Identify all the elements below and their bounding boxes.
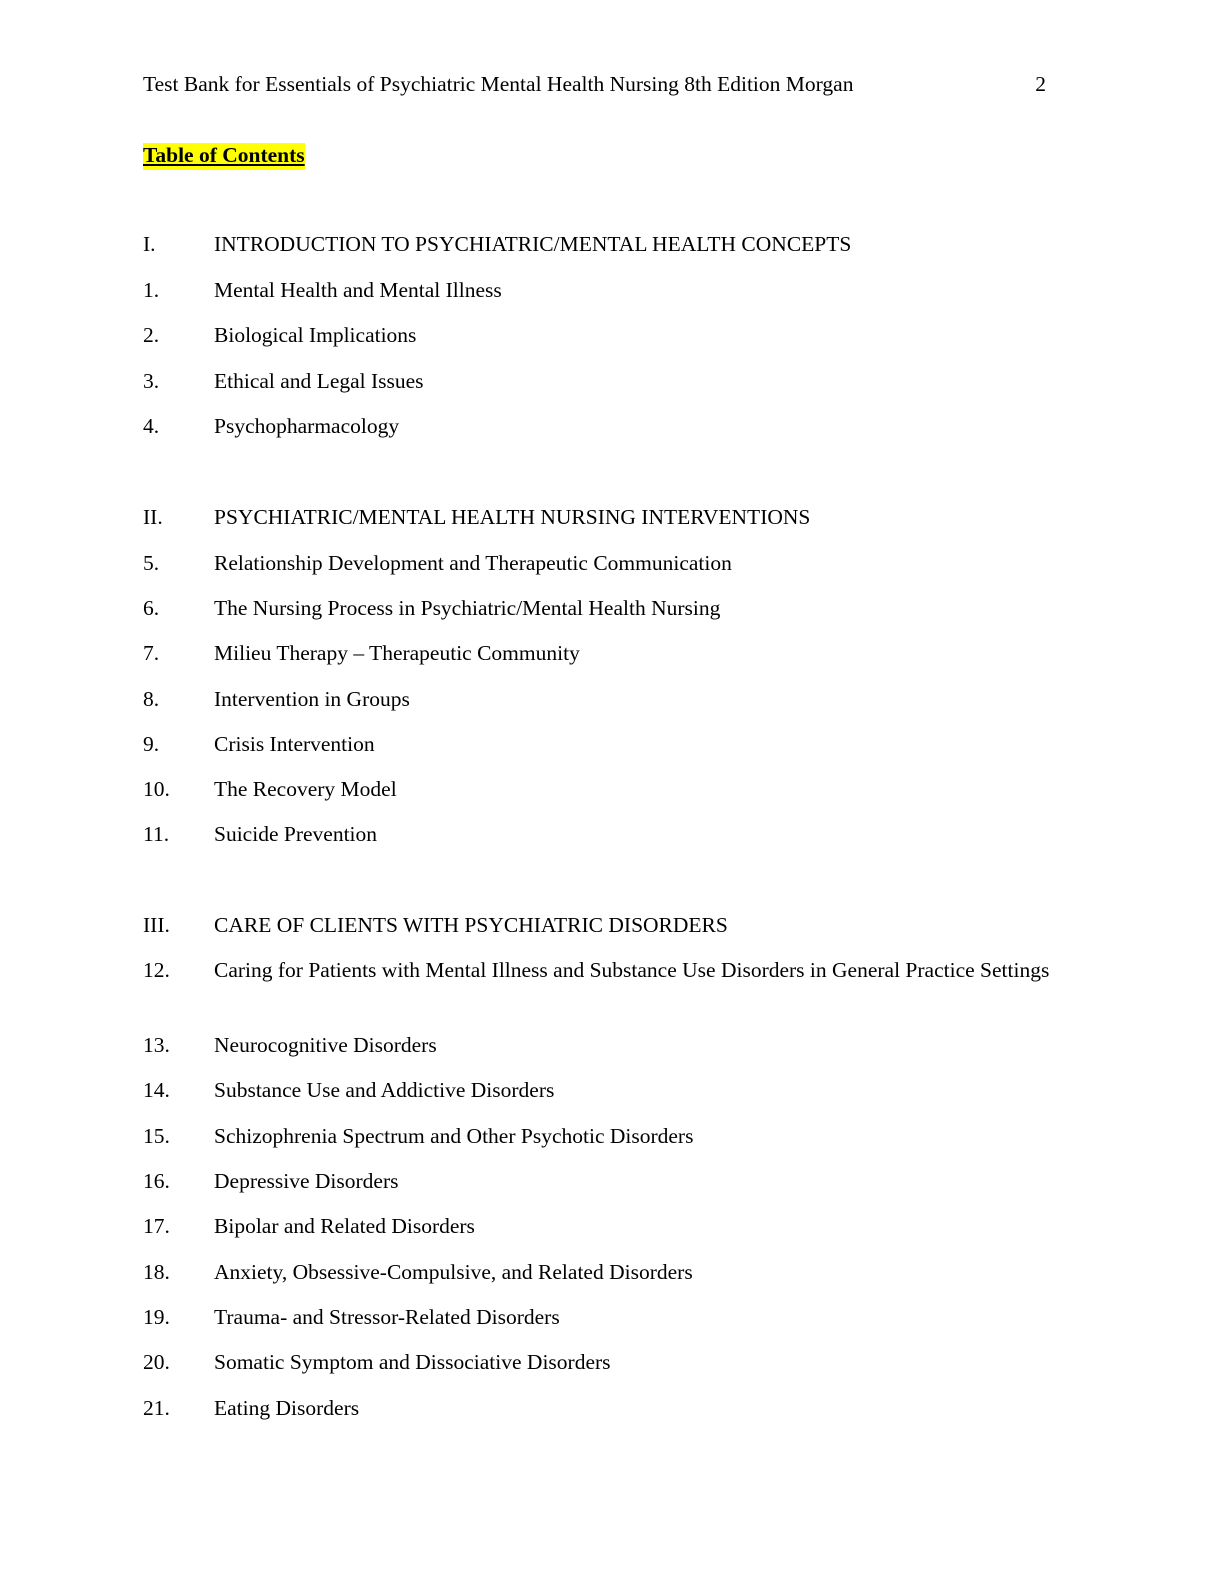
chapter-title: Eating Disorders	[214, 1396, 360, 1420]
chapter-title: Psychopharmacology	[214, 414, 400, 438]
chapter-number: 9.	[143, 732, 160, 756]
chapter-title: Milieu Therapy – Therapeutic Community	[214, 641, 580, 665]
chapter-title: Bipolar and Related Disorders	[214, 1214, 475, 1238]
chapter-number: 21.	[143, 1396, 170, 1420]
page-header	[143, 74, 1046, 98]
chapter-number: 2.	[143, 323, 160, 347]
chapter-number: 15.	[143, 1124, 170, 1148]
page-number: 2	[1035, 72, 1046, 96]
section-numeral: II.	[143, 505, 163, 529]
chapter-title: Anxiety, Obsessive-Compulsive, and Related Disorders	[214, 1260, 693, 1284]
chapter-title: Mental Health and Mental Illness	[214, 278, 502, 302]
chapter-title: The Nursing Process in Psychiatric/Mental Health Nursing	[214, 596, 721, 620]
chapter-number: 17.	[143, 1214, 170, 1238]
chapter-title: The Recovery Model	[214, 777, 397, 801]
chapter-number: 16.	[143, 1169, 170, 1193]
section-numeral: I.	[143, 232, 156, 256]
chapter-title: Neurocognitive Disorders	[214, 1033, 437, 1057]
section-title: PSYCHIATRIC/MENTAL HEALTH NURSING INTERVENTIONS	[214, 505, 811, 529]
chapter-title: Ethical and Legal Issues	[214, 369, 424, 393]
chapter-title: Relationship Development and Therapeutic Communication	[214, 551, 732, 575]
chapter-title: Biological Implications	[214, 323, 417, 347]
chapter-number: 6.	[143, 596, 160, 620]
chapter-number: 18.	[143, 1260, 170, 1284]
chapter-number: 1.	[143, 278, 160, 302]
chapter-number: 4.	[143, 414, 160, 438]
chapter-number: 20.	[143, 1350, 170, 1374]
chapter-title: Caring for Patients with Mental Illness and Substance Use Disorders in General Practice Settings	[214, 958, 1050, 982]
chapter-number: 14.	[143, 1078, 170, 1102]
section-title: INTRODUCTION TO PSYCHIATRIC/MENTAL HEALTH CONCEPTS	[214, 232, 852, 256]
chapter-number: 13.	[143, 1033, 170, 1057]
section-numeral: III.	[143, 913, 170, 937]
chapter-entry	[143, 955, 1063, 985]
chapter-number: 12.	[143, 958, 170, 982]
chapter-title: Substance Use and Addictive Disorders	[214, 1078, 555, 1102]
chapter-title: Suicide Prevention	[214, 822, 378, 846]
chapter-number: 19.	[143, 1305, 170, 1329]
header-title: Test Bank for Essentials of Psychiatric Mental Health Nursing 8th Edition Morgan	[143, 72, 854, 96]
chapter-title: Schizophrenia Spectrum and Other Psychotic Disorders	[214, 1124, 694, 1148]
chapter-title: Intervention in Groups	[214, 687, 410, 711]
chapter-title: Trauma- and Stressor-Related Disorders	[214, 1305, 560, 1329]
chapter-title: Crisis Intervention	[214, 732, 375, 756]
chapter-number: 11.	[143, 822, 170, 846]
chapter-number: 5.	[143, 551, 160, 575]
toc-heading: Table of Contents	[143, 143, 305, 170]
chapter-number: 10.	[143, 777, 170, 801]
chapter-number: 8.	[143, 687, 160, 711]
chapter-title: Depressive Disorders	[214, 1169, 399, 1193]
chapter-number: 3.	[143, 369, 160, 393]
chapter-number: 7.	[143, 641, 160, 665]
chapter-title: Somatic Symptom and Dissociative Disorders	[214, 1350, 611, 1374]
section-title: CARE OF CLIENTS WITH PSYCHIATRIC DISORDERS	[214, 913, 728, 937]
